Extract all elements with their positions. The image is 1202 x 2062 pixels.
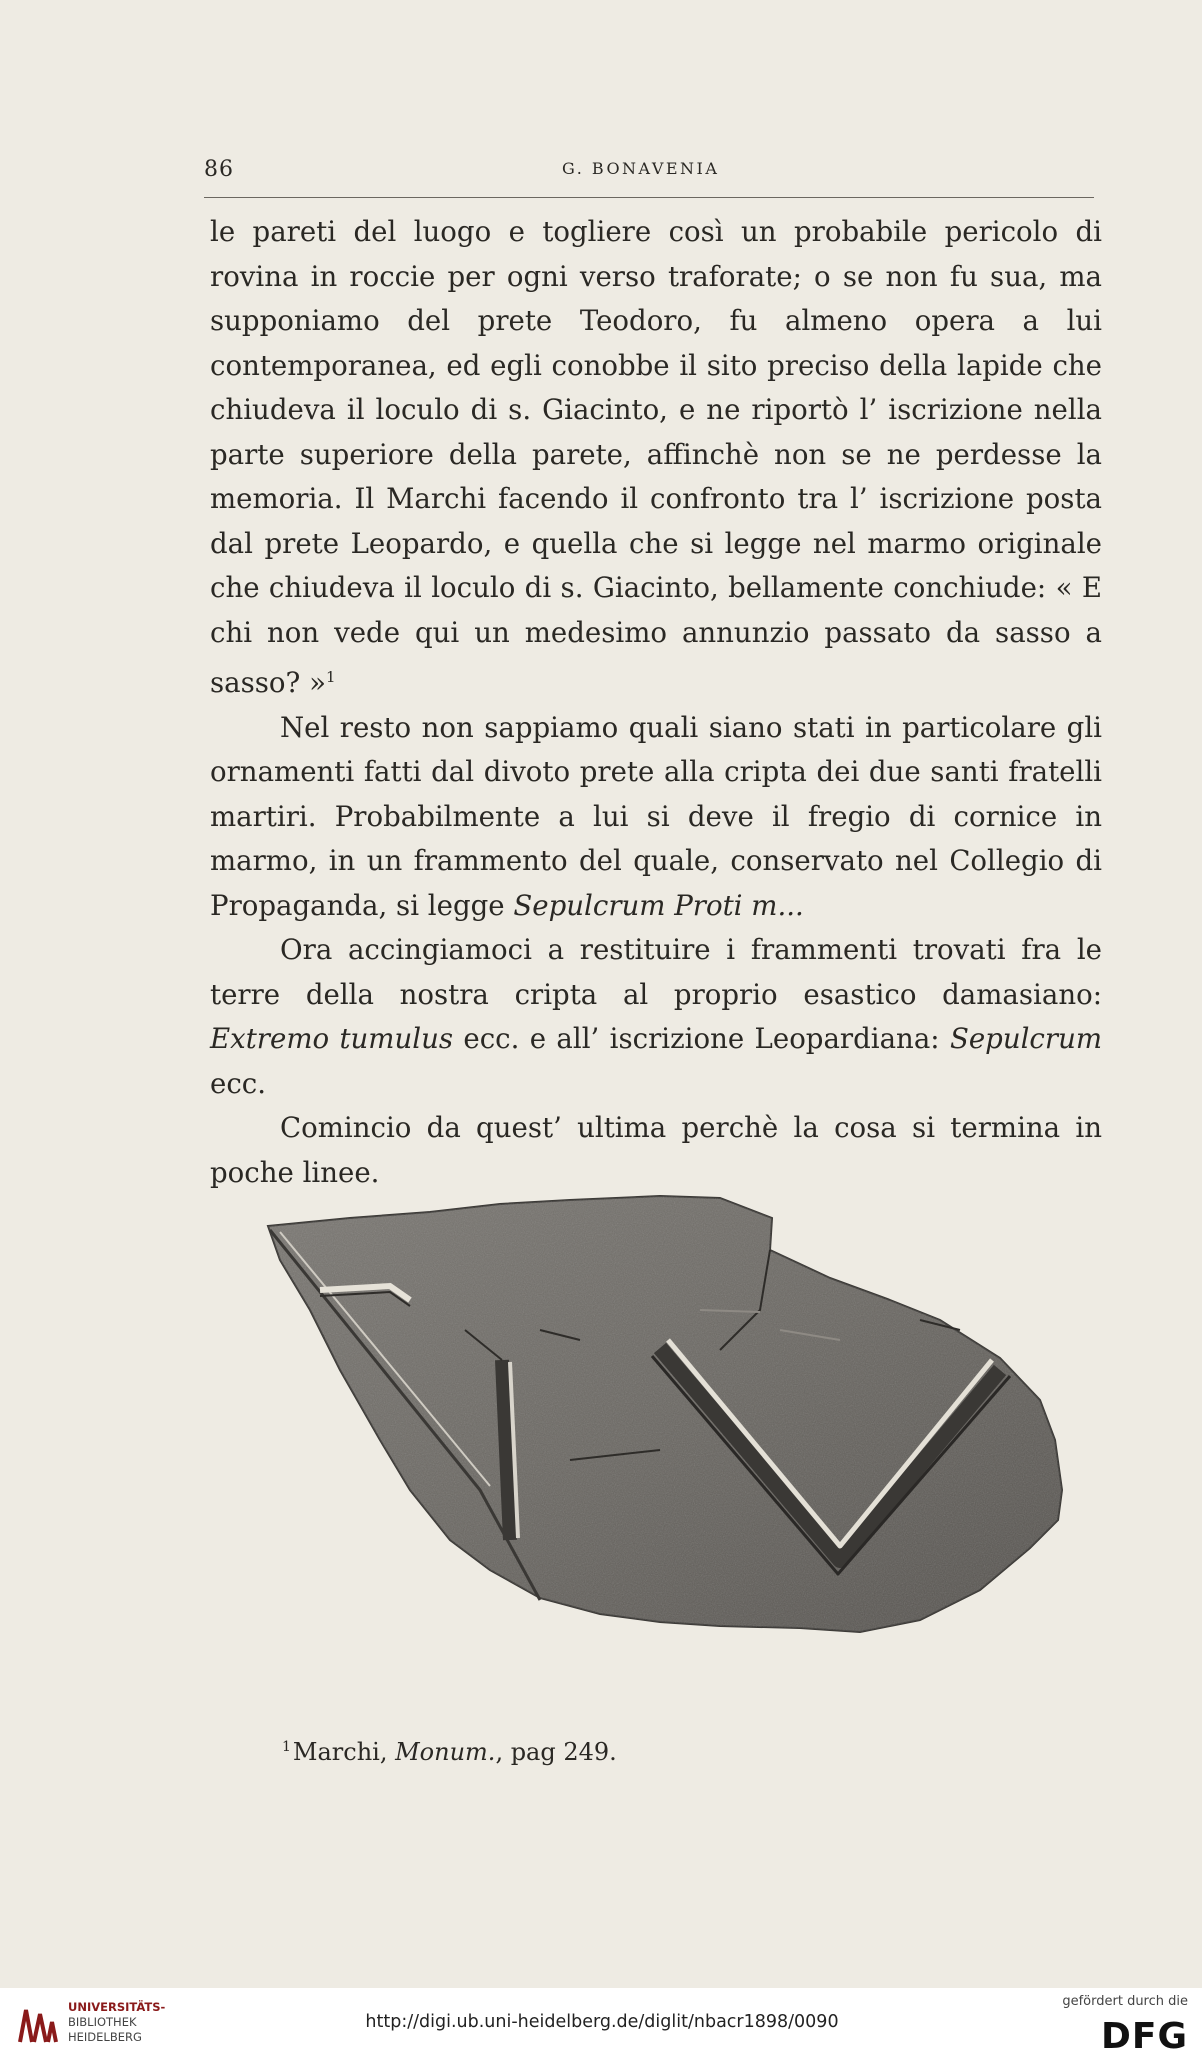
italic-text: Extremo tumulus — [210, 1022, 454, 1056]
body-text — [210, 210, 1102, 1195]
text-run: Ora accingiamoci a restituire i frammenti trovati fra le terre della nostra cripta al proprio esastico damasiano: — [210, 933, 1102, 1011]
text-run: ecc. — [210, 1066, 267, 1100]
paragraph — [210, 1106, 1102, 1195]
footnote-work: Monum. — [395, 1738, 496, 1766]
text-run: ecc. e all’ iscrizione Leopardiana: — [453, 1022, 950, 1056]
library-name-line-1: UNIVERSITÄTS- — [68, 2000, 166, 2014]
university-library-logo-icon — [12, 2000, 62, 2050]
paragraph — [210, 706, 1102, 929]
paragraph — [210, 928, 1102, 1106]
library-name-line-3: HEIDELBERG — [68, 2030, 142, 2044]
page-header — [204, 157, 1094, 198]
footnote-rest: , pag 249. — [495, 1738, 617, 1766]
text-run: Comincio da quest’ ultima perchè la cosa si termina in poche linee. — [210, 1111, 1102, 1189]
library-name — [68, 2000, 165, 2045]
text-run: Nel resto non sappiamo quali siano stati in particolare gli ornamenti fatti dal divoto prete alla cripta dei due santi fratelli martiri. Probabilmente a lui si deve il fregio di cornice in marmo, in un frammento del quale, conservato nel Collegio di Propaganda, si legge — [210, 710, 1102, 922]
permalink-url[interactable]: http://digi.ub.uni-heidelberg.de/diglit/nbacr1898/0090 — [365, 2012, 839, 2032]
italic-text: Sepulcrum Proti m... — [513, 888, 804, 922]
italic-text: Sepulcrum — [949, 1022, 1103, 1056]
footnote-reference: 1 — [326, 668, 336, 686]
letter-v-groove-left — [502, 1360, 510, 1540]
running-head: G. BONAVENIA — [562, 159, 720, 178]
paragraph — [210, 210, 1102, 706]
footnote-author: Marchi, — [292, 1738, 396, 1766]
library-name-line-2: BIBLIOTHEK — [68, 2015, 137, 2029]
text-run: le pareti del luogo e togliere così un probabile pericolo di rovina in roccie per ogni verso traforate; o se non fu sua, ma supponiamo del prete Teodoro, fu almeno opera a lui contemporanea, ed egli conobbe il sito preciso della lapide che chiudeva il loculo di s. Giacinto, e ne riportò l’ iscrizione nella parte superiore della parete, affinchè non se ne perdesse la memoria. Il Marchi facendo il confronto tra l’ iscrizione posta dal prete Leopardo, e quella che si legge nel marmo originale che chiudeva il loculo di s. Giacinto, bellamente conchiude: « E chi non vede qui un medesimo annunzio passato da sasso a sasso? » — [210, 215, 1102, 700]
inscription-fragment-figure — [240, 1190, 1082, 1640]
page-number: 86 — [204, 157, 234, 182]
dfg-logo: DFG — [1100, 2016, 1188, 2057]
footnote — [282, 1729, 617, 1770]
footnote-marker: 1 — [282, 1739, 291, 1755]
funding-label: gefördert durch die — [1062, 1994, 1188, 2009]
digitization-footer — [0, 1988, 1202, 2062]
